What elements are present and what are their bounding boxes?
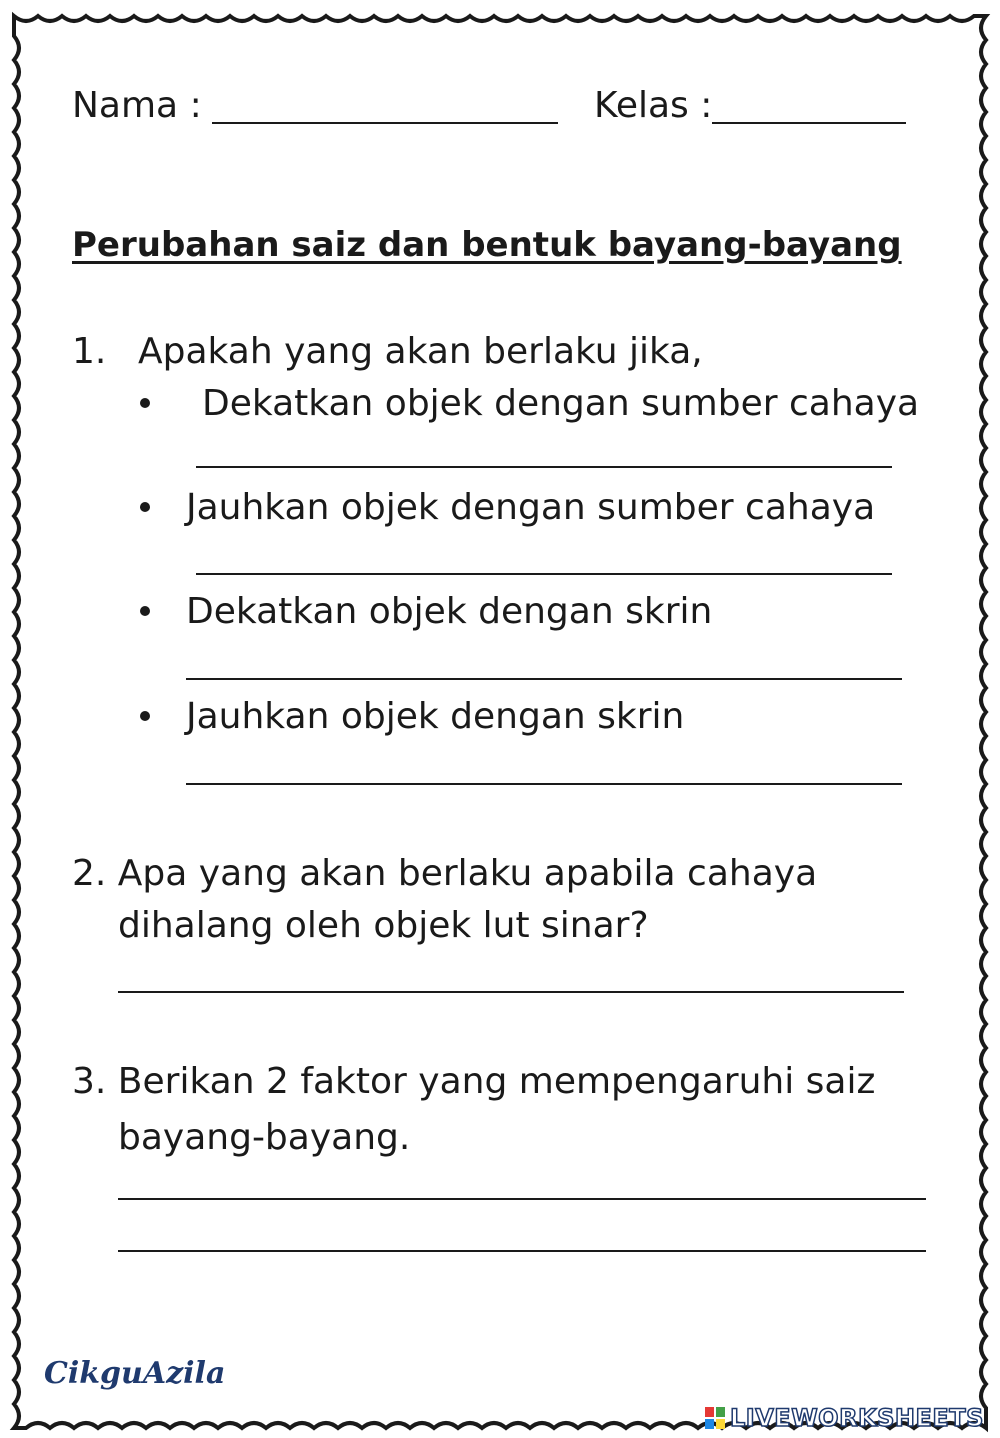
q1-answer-line-3[interactable]: [186, 678, 902, 680]
kelas-answer-line[interactable]: [712, 122, 906, 124]
q3-text-line2: bayang-bayang.: [118, 1117, 411, 1158]
q3-answer-line-2[interactable]: [118, 1250, 926, 1252]
q1-number: 1.: [72, 331, 107, 372]
q3-text-line1: 3. Berikan 2 faktor yang mempengaruhi saiz: [72, 1061, 876, 1102]
watermark-text: LIVEWORKSHEETS: [730, 1404, 984, 1432]
q1-answer-line-1[interactable]: [196, 466, 892, 468]
worksheet-title: Perubahan saiz dan bentuk bayang-bayang: [72, 225, 902, 265]
liveworksheets-logo-icon: [704, 1406, 726, 1430]
q2-text-line2: dihalang oleh objek lut sinar?: [118, 905, 649, 946]
q1-item-3: Dekatkan objek dengan skrin: [186, 591, 713, 632]
q1-item-2: Jauhkan objek dengan sumber cahaya: [186, 487, 876, 528]
nama-label: Nama :: [72, 85, 202, 126]
q3-answer-line-1[interactable]: [118, 1198, 926, 1200]
liveworksheets-watermark: [704, 1402, 994, 1432]
author-signature: CikguAzila: [44, 1356, 226, 1391]
q1-answer-line-4[interactable]: [186, 783, 902, 785]
q2-answer-line[interactable]: [118, 991, 904, 993]
bullet-icon: [140, 606, 150, 616]
q2-text-line1: 2. Apa yang akan berlaku apabila cahaya: [72, 853, 818, 894]
q1-item-4: Jauhkan objek dengan skrin: [186, 696, 685, 737]
bullet-icon: [140, 398, 150, 408]
bullet-icon: [140, 502, 150, 512]
q1-text: Apakah yang akan berlaku jika,: [138, 331, 703, 372]
kelas-label: Kelas :: [594, 85, 713, 126]
bullet-icon: [140, 711, 150, 721]
q1-answer-line-2[interactable]: [196, 573, 892, 575]
nama-answer-line[interactable]: [212, 122, 558, 124]
q1-item-1: Dekatkan objek dengan sumber cahaya: [202, 383, 920, 424]
